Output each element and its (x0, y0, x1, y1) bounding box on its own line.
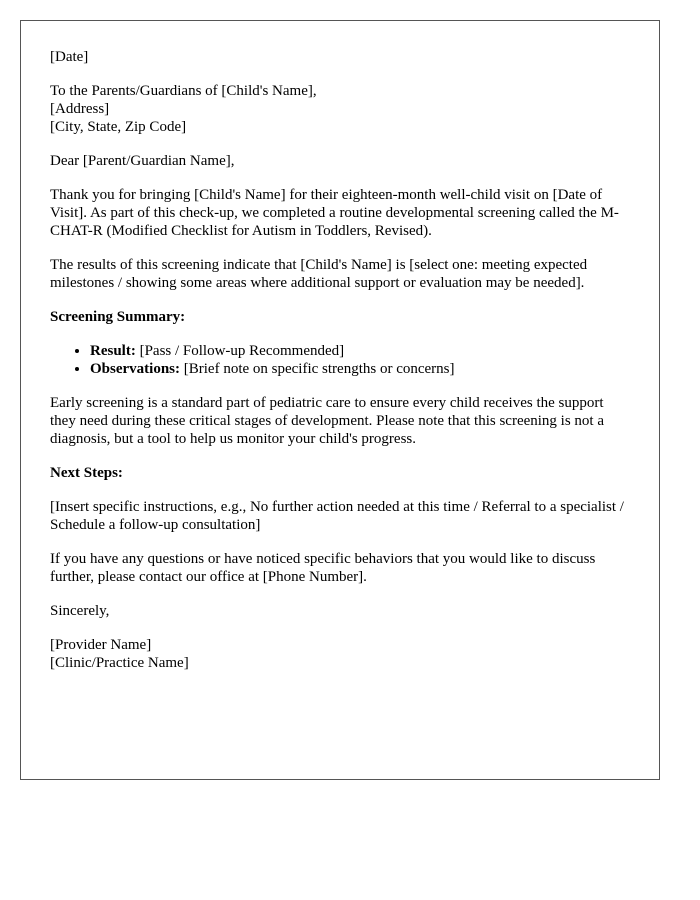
intro-paragraph: Thank you for bringing [Child's Name] for their eighteen-month well-child visit on [Date of Visit]. As part of this check-up, we completed a routine developmental screening called the M-CHAT-R (Modified Checklist for Autism in Toddlers, Revised). (50, 187, 619, 239)
summary-item-observations (90, 360, 630, 378)
letter-date: [Date] (50, 49, 89, 65)
signature-block (50, 636, 630, 672)
early-screening-paragraph: Early screening is a standard part of pediatric care to ensure every child receives the support they need during these critical stages of development. Please note that this screening is not a diagnosis, but a tool to help us monitor your child's progress. (50, 395, 605, 447)
summary-item-value: [Brief note on specific strengths or concerns] (180, 361, 455, 377)
summary-item-label: Observations: (90, 361, 180, 377)
recipient-name-line: To the Parents/Guardians of [Child's Name], (50, 83, 317, 99)
letter-page (20, 20, 660, 780)
screening-summary-list (50, 342, 630, 378)
recipient-city-line: [City, State, Zip Code] (50, 119, 187, 135)
screening-summary-heading: Screening Summary: (50, 309, 186, 325)
results-paragraph: The results of this screening indicate that [Child's Name] is [select one: meeting expected milestones / showing some areas where additional support or evaluation may be needed]. (50, 257, 588, 291)
next-steps-heading: Next Steps: (50, 465, 123, 481)
recipient-address (50, 82, 630, 136)
salutation: Dear [Parent/Guardian Name], (50, 153, 235, 169)
next-steps-paragraph: [Insert specific instructions, e.g., No further action needed at this time / Referral to a specialist / Schedule a follow-up consultation] (50, 499, 624, 533)
recipient-address-line: [Address] (50, 101, 110, 117)
summary-item-result (90, 342, 630, 360)
summary-item-value: [Pass / Follow-up Recommended] (135, 343, 345, 359)
clinic-name: [Clinic/Practice Name] (50, 655, 189, 671)
provider-name: [Provider Name] (50, 637, 152, 653)
closing: Sincerely, (50, 603, 110, 619)
summary-item-label: Result: (90, 343, 136, 359)
questions-paragraph: If you have any questions or have noticed specific behaviors that you would like to discuss further, please contact our office at [Phone Number]. (50, 551, 596, 585)
